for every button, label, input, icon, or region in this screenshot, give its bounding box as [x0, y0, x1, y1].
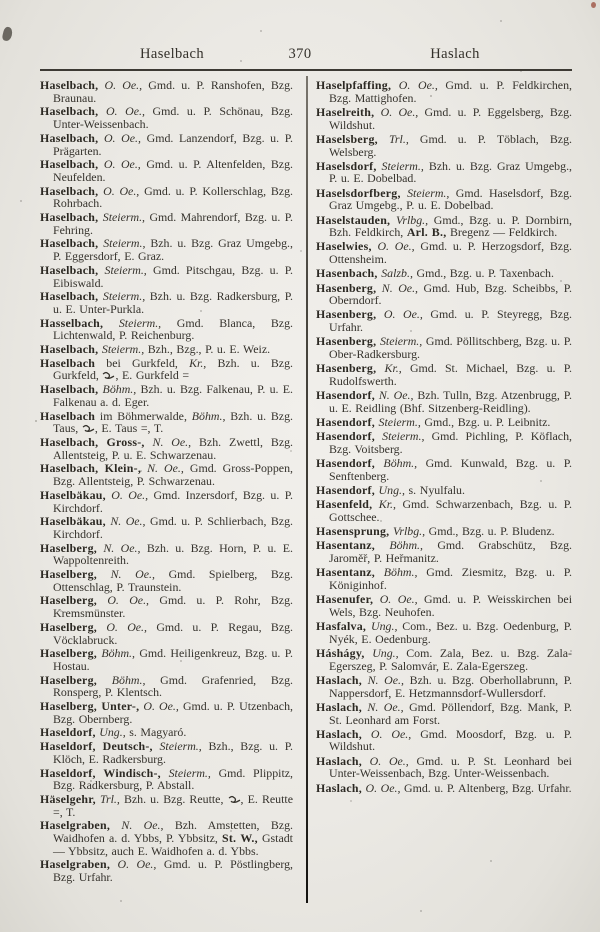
entry-text: Bzh. Amstetten, Bzg. Waidhofen a. d. Ybbs, P. Ybbsitz, — [53, 818, 293, 846]
entry-region: Steierm., — [98, 210, 146, 225]
entry — [316, 133, 572, 158]
entry — [40, 158, 293, 183]
entry — [40, 858, 293, 883]
entry — [316, 308, 572, 333]
entry-text: Bzh. u. Bzg. Falkenau, P. u. E. Falkenau a. d. Eger. — [53, 382, 293, 409]
entry-region: Vrlbg., — [389, 524, 426, 539]
entry-headword: Haselbach, — [40, 342, 99, 357]
entry-region: Steierm., — [98, 236, 146, 251]
entry-region: O. Oe., — [98, 78, 143, 92]
entry-region: N. Oe., — [361, 672, 404, 687]
entry-region: Vrlbg., — [390, 212, 429, 227]
entry — [316, 240, 572, 265]
entry-text: Gmd. u. P. Rohr, Bzg. Kremsmünster. — [53, 593, 293, 621]
entry — [40, 542, 293, 567]
entry — [40, 317, 293, 342]
entry-region: Trl., — [377, 131, 409, 146]
entry-region: Steierm., — [98, 262, 147, 277]
entry-text: Gmd. Hub, Bzg. Scheibbs, P. Oberndorf. — [329, 280, 572, 308]
entry-region: O. Oe., — [361, 753, 409, 768]
entry-region: Böhm., — [191, 408, 226, 423]
entry-text: bei Gurkfeld, — [95, 355, 190, 370]
entry-text: s. Magyaró. — [125, 725, 187, 740]
entry-headword: Haselbach, — [40, 236, 99, 251]
entry — [40, 647, 293, 672]
entry-text: Bzh. u. Bzg. Graz Umgebg., P. u. E. Dobelbad. — [329, 158, 573, 186]
entry-text: Bzh. u. Bzg. Oberhollabrunn, P. Nappersdorf, E. Hetzmannsdorf-Wullersdorf. — [329, 672, 573, 700]
entry-headword: Haselberg, — [40, 540, 97, 555]
entry — [316, 539, 572, 564]
entry-region: Böhm., — [374, 565, 418, 580]
entry — [316, 389, 572, 414]
entry-headword: Haselberg, — [40, 672, 97, 687]
entry-text: Gmd. u. P. Regau, Bzg. Vöcklabruck. — [53, 619, 294, 647]
entry — [40, 237, 293, 262]
entry-region: O. Oe., — [371, 239, 415, 254]
entry-region: N. Oe., — [374, 388, 414, 403]
entry — [40, 621, 293, 646]
entry-region: O. Oe., — [98, 183, 140, 198]
entry — [40, 793, 293, 818]
entry — [40, 767, 293, 792]
entry-text: Gmd. Ziesmitz, Bzg. u. P. Königinhof. — [329, 565, 572, 593]
entry — [40, 594, 293, 619]
entry-region: N. Oe., — [361, 699, 404, 714]
entry-region: Steierm., — [374, 429, 425, 444]
entry — [40, 726, 293, 739]
entry — [316, 701, 572, 726]
entry-text: Gmd. Grabschütz, Bzg. Jaroměř, P. Heřmanitz. — [329, 538, 573, 566]
entry — [316, 416, 572, 429]
entry — [316, 187, 572, 212]
entry-text: Gmd., Bzg. u. P. Bludenz. — [425, 524, 555, 539]
scan-noise — [0, 0, 2, 2]
entry — [316, 79, 572, 104]
entry — [316, 484, 572, 497]
entry-headword: Haselbach, — [40, 262, 99, 277]
entry-headword: Haselbach, — [40, 210, 99, 225]
scan-smudge — [1, 26, 13, 42]
entry — [40, 211, 293, 236]
entry-text: Gmd., Bzg. u. P. Leibnitz. — [420, 415, 551, 430]
entry-region: Böhm., — [98, 382, 137, 397]
entry-text: Gmd. Mahrendorf, Bzg. u. P. Fehring. — [53, 210, 293, 237]
entry-text: Gmd. Grafenried, Bzg. Ronsperg, P. Klentsch. — [53, 672, 293, 700]
entry-text: Gmd. u. P. Schlierbach, Bzg. Kirchdorf. — [53, 514, 294, 541]
entry-headword: Haselbach, Gross-, — [40, 434, 145, 449]
entry-region: O. Oe., — [98, 104, 145, 119]
entry-headword: Haselgraben, — [40, 818, 111, 833]
entry-region: Kr., — [189, 355, 207, 370]
entry — [316, 674, 572, 699]
entry-region: Steierm., — [374, 415, 421, 430]
entry — [316, 430, 572, 455]
entry-region: Steierm., — [160, 765, 211, 780]
entry — [316, 755, 572, 780]
entry-headword: Haslach, — [316, 726, 362, 741]
entry-region: N. Oe., — [141, 461, 184, 476]
directory-column-left — [40, 79, 302, 885]
entry-text: Gmd. Pitschgau, Bzg. u. P. Eibiswald. — [53, 262, 294, 290]
entry-text: Gmd. Schwarzenbach, Bzg. u. P. Gottschee. — [329, 497, 572, 524]
entry-text: Gmd. Inzersdorf, Bzg. u. P. Kirchdorf. — [53, 487, 294, 515]
entry-text: Gmd. St. Michael, Bzg. u. P. Rudolfswerth. — [329, 361, 572, 388]
entry-headword: Haselsdorfberg, — [316, 185, 401, 200]
entry — [316, 647, 572, 672]
entry-headword: Haslach, — [316, 672, 362, 687]
entry-headword: Haselbäkau, — [40, 487, 106, 502]
entry-headword: Haselberg, — [40, 646, 97, 661]
entry-text: Gmd. Gross-Poppen, Bzg. Allentsteig, P. Schwarzenau. — [53, 461, 293, 489]
entry-region: O. Oe., — [97, 619, 148, 634]
entry — [316, 620, 572, 645]
page-number: 370 — [288, 46, 312, 62]
entry-text: Gmd. u. P. Altenfelden, Bzg. Neufelden. — [53, 157, 293, 184]
entry-text: Gmd. Kunwald, Bzg. u. P. Senftenberg. — [329, 456, 572, 483]
entry-text: Gstadt — Ybbsitz, auch E. Waidhofen a. d. Ybbs. — [53, 831, 293, 858]
entry — [316, 362, 572, 387]
entry-headword: Haselbach, — [40, 130, 99, 145]
entry-text: Bzh. Zwettl, Bzg. Allentsteig, P. u. E. Schwarzenau. — [53, 434, 294, 462]
entry-headword: Haselstauden, — [316, 212, 391, 227]
entry-headword: Häselgehr, — [40, 791, 96, 806]
entry-text: Bzh. u. Bzg. Taus, — [53, 408, 293, 436]
entry-region: O. Oe., — [374, 104, 419, 119]
entry-region: N. Oe., — [110, 818, 164, 833]
entry — [40, 489, 293, 514]
entry-region: Steierm., — [376, 158, 424, 173]
entry-text: Gmd. u. P. Schönau, Bzg. Unter-Weissenbach. — [53, 104, 294, 132]
entry-headword: Haselbach — [40, 408, 96, 423]
entry-text: Gmd. Pöllitschberg, Bzg. u. P. Ober-Radkersburg. — [329, 334, 573, 362]
entry-text: Bzh., Bzg., P. u. E. Weiz. — [144, 342, 271, 357]
entry-region: Trl., — [95, 791, 120, 806]
entry-headword: Hasenufer, — [316, 592, 374, 607]
entry-region: O. Oe., — [97, 593, 150, 608]
entry-headword: Hasenberg, — [316, 361, 377, 376]
entry — [40, 357, 293, 382]
entry-region: O. Oe., — [98, 130, 141, 145]
entry-text: Bzh. u. Bzg. Graz Umgebg., P. Eggersdorf, E. Graz. — [53, 236, 293, 264]
entry — [316, 160, 572, 185]
entry-text: Gmd. u. P. Töblach, Bzg. Welsberg. — [329, 131, 572, 159]
entry-region: Ung., — [374, 483, 405, 498]
entry-text: , E. Taus =, T. — [94, 421, 164, 436]
entry-text: Bregenz — Feldkirch. — [446, 225, 558, 240]
entry-region: Ung., — [366, 619, 398, 634]
entry-headword: Haslach, — [316, 753, 362, 768]
entry-region: O. Oe., — [391, 78, 438, 92]
entry-headword: Hasendorf, — [316, 388, 375, 403]
entry-headword: Haselgraben, — [40, 857, 111, 872]
entry-region: Steierm., — [103, 315, 162, 330]
entry-headword: Haselpfaffing, — [316, 78, 392, 92]
entry-text: Gmd. Plippitz, Bzg. Radkersburg, P. Abstall. — [53, 765, 293, 793]
directory-body — [40, 79, 572, 885]
entry-text: Com. Zala, Bez. u. Bzg. Zala-Egerszeg, P. Salomvár, E. Zala-Egerszeg. — [329, 646, 572, 673]
entry-headword: Haselberg, — [40, 619, 97, 634]
entry — [316, 566, 572, 591]
entry-region: Steierm., — [98, 289, 146, 304]
posthorn-icon — [228, 793, 241, 806]
entry-headword: Haslach, — [316, 780, 362, 795]
entry-text: Gmd. u. P. Ranshofen, Bzg. Braunau. — [53, 78, 294, 105]
entry-headword: Haselberg, — [40, 567, 97, 582]
entry — [316, 593, 572, 618]
entry-headword: Háshágy, — [316, 646, 365, 661]
entry-text: Gmd. Blanca, Bzg. Lichtenwald, P. Reichenburg. — [53, 315, 293, 343]
entry-region: O. Oe., — [98, 157, 141, 172]
entry-region: Kr., — [372, 497, 396, 512]
entry-text: Gmd. u. P. Steyregg, Bzg. Urfahr. — [329, 307, 572, 335]
entry-headword: Haselbäkau, — [40, 514, 106, 529]
entry — [316, 782, 572, 795]
entry-region: O. Oe., — [361, 726, 412, 741]
entry-headword: Haselbach, — [40, 78, 99, 92]
entry — [316, 282, 572, 307]
posthorn-icon — [82, 422, 95, 435]
entry — [40, 819, 293, 857]
entry-headword: Hasenberg, — [316, 334, 377, 349]
entry-text: Bzh., Bzg. u. P. Klöch, E. Radkersburg. — [53, 739, 294, 766]
entry — [316, 457, 572, 482]
entry-headword: St. W., — [221, 831, 258, 846]
entry-headword: Haslach, — [316, 699, 362, 714]
entry-region: Ung., — [95, 725, 126, 740]
entry-region: Böhm., — [97, 672, 146, 687]
entry-text: Gmd., Bzg. u. P. Taxenbach. — [412, 266, 554, 281]
entry-headword: Haseldorf, — [40, 725, 96, 740]
entry-region: Steierm., — [400, 185, 450, 200]
entry — [316, 335, 572, 360]
entry-headword: Hasentanz, — [316, 538, 375, 553]
entry-region: O. Oe., — [110, 857, 157, 872]
entry — [40, 674, 293, 699]
entry-region: Steierm., — [98, 342, 145, 357]
entry — [40, 79, 293, 104]
entry-text: s. Nyulfalu. — [404, 483, 465, 498]
entry-headword: Hasendorf, — [316, 456, 375, 471]
entry-text: Gmd., Bzg. u. P. Dornbirn, Bzh. Feldkirch, — [329, 212, 572, 240]
entry — [40, 436, 293, 461]
entry-text: Gmd. u. P. Feldkirchen, Bzg. Mattighofen. — [329, 78, 573, 105]
entry — [40, 185, 293, 210]
entry-region: Salzb., — [377, 266, 413, 281]
entry — [40, 700, 293, 725]
entry — [40, 343, 293, 356]
directory-column-right — [302, 79, 572, 885]
entry — [316, 214, 572, 239]
entry-text: Gmd. u. P. Kollerschlag, Bzg. Rohrbach. — [53, 183, 294, 211]
entry — [40, 568, 293, 593]
entry-region: Ung., — [364, 646, 399, 661]
entry-text: Gmd. u. P. St. Leonhard bei Unter-Weissenbach, Bzg. Unter-Weissenbach. — [329, 753, 572, 781]
entry-text: im Böhmerwalde, — [95, 408, 192, 423]
entry-headword: Haseldorf, Windisch-, — [40, 765, 161, 780]
entry-headword: Hasenberg, — [316, 307, 377, 322]
entry-headword: Haselbach, — [40, 104, 99, 119]
entry — [40, 740, 293, 765]
entry — [40, 132, 293, 157]
entry — [316, 728, 572, 753]
entry — [40, 105, 293, 130]
header-keyword-left: Haselbach — [140, 46, 204, 62]
entry-region: Böhm., — [374, 456, 418, 471]
entry — [316, 525, 572, 538]
entry-text: Gmd. Pöllendorf, Bzg. Mank, P. St. Leonhard am Forst. — [329, 699, 573, 727]
entry-region: Böhm., — [97, 646, 136, 661]
entry-region: Böhm., — [374, 538, 424, 553]
entry — [40, 290, 293, 315]
entry-region: Steierm., — [376, 334, 423, 349]
entry-region: O. Oe., — [105, 487, 149, 502]
entry-text: Bzh. u. Bzg. Radkersburg, P. u. E. Unter-Purkla. — [53, 289, 293, 316]
entry-headword: Hasensprung, — [316, 524, 390, 539]
entry-headword: Haselberg, Unter-, — [40, 699, 140, 714]
entry-text: Gmd. Spielberg, Bzg. Ottenschlag, P. Traunstein. — [53, 567, 294, 594]
entry — [40, 515, 293, 540]
entry-region: O. Oe., — [139, 699, 179, 714]
entry-text: Gmd. Pichling, P. Köflach, Bzg. Voitsberg. — [329, 429, 572, 456]
entry-text: , E. Gurkfeld = — [115, 368, 190, 383]
entry-headword: Hasenberg, — [316, 280, 377, 295]
entry — [40, 410, 293, 435]
entry-headword: Hasselbach, — [40, 315, 104, 330]
entry-headword: Haselbach — [40, 355, 96, 370]
entry — [40, 264, 293, 289]
posthorn-icon — [102, 369, 115, 382]
entry — [316, 498, 572, 523]
entry-text: Gmd. u. P. Eggelsberg, Bzg. Wildshut. — [329, 104, 572, 132]
entry-headword: Hasendorf, — [316, 415, 375, 430]
entry-headword: Haselbach, — [40, 157, 99, 172]
entry-headword: Haselbach, — [40, 289, 99, 304]
entry-text: Gmd. u. P. Weisskirchen bei Wels, Bzg. Neuhofen. — [329, 592, 573, 619]
entry-region: O. Oe., — [361, 780, 401, 795]
entry-region: N. Oe., — [97, 567, 155, 582]
entry-region: N. Oe., — [105, 514, 146, 529]
entry-headword: Haselsberg, — [316, 131, 378, 146]
entry-text: , E. Reutte =, T. — [53, 791, 293, 819]
entry-text: Bzh. u. Bzg. Reutte, — [119, 791, 228, 806]
entry-text: Gmd. Moosdorf, Bzg. u. P. Wildshut. — [329, 726, 572, 754]
entry-headword: Haselreith, — [316, 104, 375, 119]
entry-text: Bzh. u. Bzg. Gurkfeld, — [53, 355, 293, 383]
entry-headword: Hasfalva, — [316, 619, 367, 634]
entry-text: Gmd. Heiligenkreuz, Bzg. u. P. Hostau. — [53, 646, 293, 673]
entry-region: N. Oe., — [97, 540, 141, 555]
entry-headword: Haseldorf, Deutsch-, — [40, 739, 153, 754]
entry-headword: Hasentanz, — [316, 565, 375, 580]
header-keyword-right: Haslach — [430, 46, 480, 62]
entry-region: O. Oe., — [373, 592, 418, 607]
entry-headword: Haselberg, — [40, 593, 97, 608]
entry — [316, 267, 572, 280]
entry-text: Bzh. Tulln, Bzg. Atzenbrugg, P. u. E. Reidling (Bhf. Sitzenberg-Reidling). — [329, 388, 573, 415]
scan-speck — [591, 2, 596, 8]
entry-headword: Hasendorf, — [316, 429, 375, 444]
entry-region: Steierm., — [152, 739, 202, 754]
entry — [40, 383, 293, 408]
entry-text: Gmd. u. P. Utzenbach, Bzg. Obernberg. — [53, 699, 293, 726]
entry-region: Kr., — [376, 361, 402, 376]
header-rule — [40, 69, 572, 71]
entry-headword: Haselwies, — [316, 239, 372, 254]
entry-text: Gmd. Haselsdorf, Bzg. Graz Umgebg., P. u. E. Dobelbad. — [329, 185, 572, 213]
entry-text: Gmd. u. P. Altenberg, Bzg. Urfahr. — [400, 780, 572, 795]
entry-region: O. Oe., — [376, 307, 423, 322]
entry-headword: Hasenfeld, — [316, 497, 373, 512]
entry-region: N. Oe., — [376, 280, 419, 295]
entry-text: Com., Bez. u. Bzg. Oedenburg, P. Nyék, E. Oedenburg. — [329, 619, 572, 646]
entry-headword: Haselsdorf, — [316, 158, 377, 173]
entry — [316, 106, 572, 131]
entry-headword: Arl. B., — [406, 225, 447, 240]
entry-text: Gmd. u. P. Herzogsdorf, Bzg. Ottensheim. — [329, 239, 572, 267]
entry-text: Gmd. u. P. Pöstlingberg, Bzg. Urfahr. — [53, 857, 294, 885]
entry-region: N. Oe., — [144, 434, 192, 449]
entry-headword: Haselbach, — [40, 183, 99, 198]
entry-headword: Haselbach, — [40, 382, 99, 397]
entry-headword: Haselbach, Klein-, — [40, 461, 142, 476]
entry-text: Bzh. u. Bzg. Horn, P. u. E. Wappoltenreith. — [53, 540, 294, 568]
entry — [40, 462, 293, 487]
entry-headword: Hasenbach, — [316, 266, 378, 281]
entry-headword: Hasendorf, — [316, 483, 375, 498]
entry-text: Gmd. Lanzendorf, Bzg. u. P. Prägarten. — [53, 130, 294, 158]
